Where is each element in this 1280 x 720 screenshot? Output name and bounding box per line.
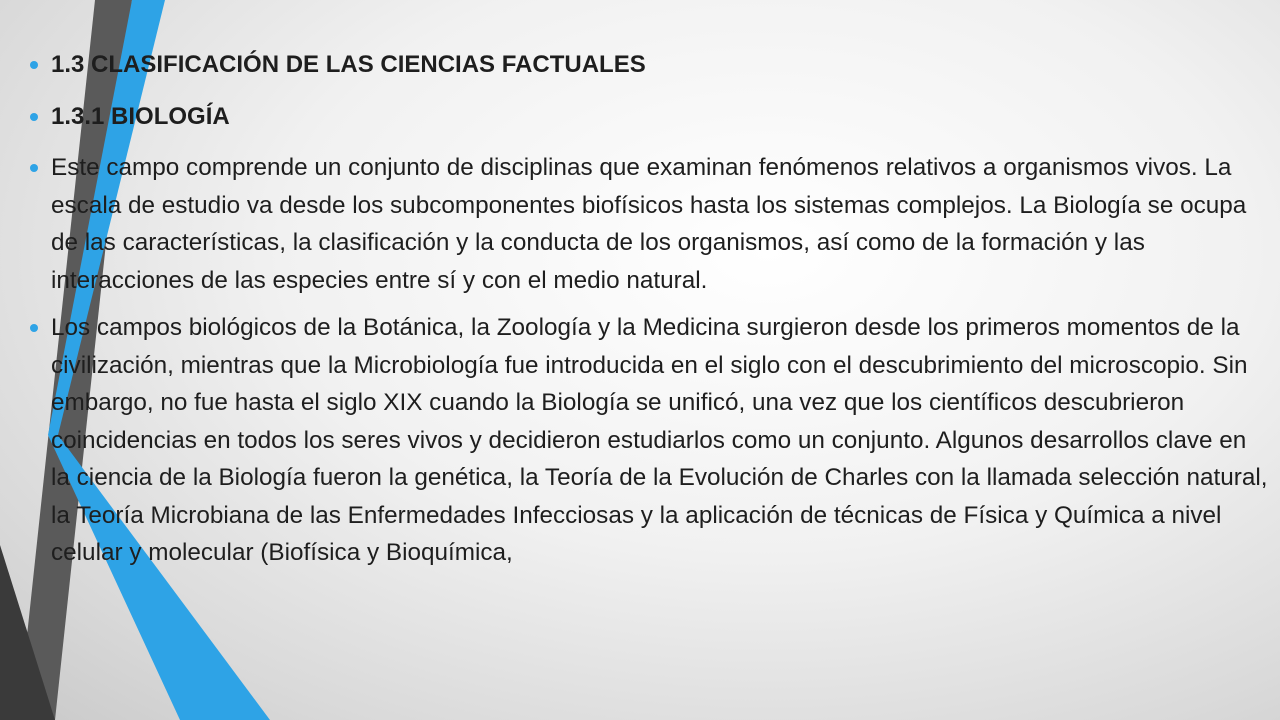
slide-content [30, 46, 1270, 582]
bullet-dot [30, 61, 38, 69]
subsection-title-text: 1.3.1 BIOLOGÍA [51, 102, 230, 130]
bullet-dot [30, 113, 38, 121]
paragraph-definition [30, 149, 1270, 299]
paragraph-history [30, 309, 1270, 572]
bullet-dot [30, 164, 38, 172]
bullet-list [30, 46, 1270, 572]
bullet-dot [30, 324, 38, 332]
paragraph-history-text: Los campos biológicos de la Botánica, la Zoología y la Medicina surgieron desde los primeros momentos de la civilización, mientras que la Microbiología fue introducida en el siglo con el descubrimiento del microscopio. Sin embargo, no fue hasta el siglo XIX cuando la Biología se unificó, una vez que los científicos descubrieron coincidencias en todos los seres vivos y decidieron estudiarlos como un conjunto. Algunos desarrollos clave en la ciencia de la Biología fueron la genética, la Teoría de la Evolución de Charles con la llamada selección natural, la Teoría Microbiana de las Enfermedades Infecciosas y la aplicación de técnicas de Física y Química a nivel celular y molecular (Biofísica y Bioquímica, [51, 314, 1268, 566]
section-title-text: 1.3 CLASIFICACIÓN DE LAS CIENCIAS FACTUALES [51, 51, 646, 78]
subsection-title [30, 98, 1270, 136]
paragraph-definition-text: Este campo comprende un conjunto de disciplinas que examinan fenómenos relativos a organismos vivos. La escala de estudio va desde los subcomponentes biofísicos hasta los sistemas complejos. La Biología se ocupa de las características, la clasificación y la conducta de los organismos, así como de la formación y las interacciones de las especies entre sí y con el medio natural. [51, 154, 1247, 294]
section-title [30, 46, 1270, 84]
